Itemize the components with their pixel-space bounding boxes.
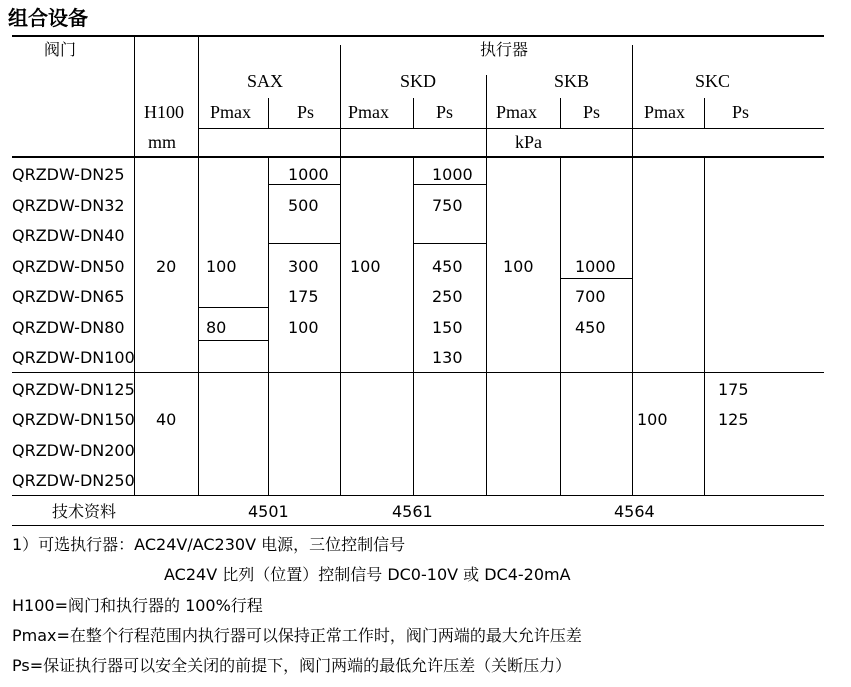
col-divider	[268, 157, 269, 495]
col-divider	[340, 45, 341, 495]
row-label: QRZDW-DN80	[12, 318, 125, 337]
sax-ps-box-line	[268, 243, 340, 244]
skb-pmax-value: 100	[503, 257, 534, 276]
actuator-header: 执行器	[480, 40, 529, 59]
kpa-unit: kPa	[515, 132, 542, 152]
skc-pmax-header: Pmax	[644, 102, 686, 122]
skd-ps-value: 150	[432, 318, 463, 337]
skc-ps-value: 125	[718, 410, 749, 429]
note-3: H100=阀门和执行器的 100%行程	[12, 596, 263, 615]
skb-pmax-header: Pmax	[496, 102, 538, 122]
row-label: QRZDW-DN25	[12, 165, 125, 184]
sax-ps-value: 500	[288, 196, 319, 215]
row-label: QRZDW-DN150	[12, 410, 135, 429]
col-divider	[704, 157, 705, 495]
h100-header: H100	[144, 102, 184, 122]
tech-sax: 4501	[248, 502, 289, 521]
tech-skb-skc: 4564	[614, 502, 655, 521]
col-divider	[413, 98, 414, 128]
table-bottom-border	[12, 525, 824, 526]
col-divider	[704, 98, 705, 128]
note-5: Ps=保证执行器可以安全关闭的前提下，阀门两端的最低允许压差（关断压力）	[12, 656, 572, 675]
row-label: QRZDW-DN200	[12, 441, 135, 460]
skd-ps-value: 750	[432, 196, 463, 215]
skd-ps-value: 450	[432, 257, 463, 276]
skd-ps-value: 130	[432, 348, 463, 367]
note-1: 1）可选执行器：AC24V/AC230V 电源，三位控制信号	[12, 535, 406, 554]
page-title: 组合设备	[8, 6, 88, 30]
tech-row-top	[12, 495, 824, 496]
h100-value: 20	[156, 257, 177, 276]
row-label: QRZDW-DN125	[12, 380, 135, 399]
sax-ps-value: 175	[288, 287, 319, 306]
sax-header: SAX	[247, 71, 284, 91]
unit-row-divider	[199, 128, 824, 129]
note-2: AC24V 比列（位置）控制信号 DC0-10V 或 DC4-20mA	[164, 565, 571, 584]
col-divider	[560, 157, 561, 495]
row-label: QRZDW-DN50	[12, 257, 125, 276]
sax-ps-value: 300	[288, 257, 319, 276]
skd-ps-value: 250	[432, 287, 463, 306]
skc-ps-value: 175	[718, 380, 749, 399]
tech-label: 技术资料	[52, 502, 117, 521]
skb-ps-header: Ps	[583, 102, 601, 122]
skb-ps-value: 450	[575, 318, 606, 337]
sax-pmax-value: 100	[206, 257, 237, 276]
skd-header: SKD	[400, 71, 437, 91]
skb-ps-box-line	[560, 278, 632, 279]
valve-header: 阀门	[44, 40, 77, 59]
sax-pmax-line	[199, 340, 268, 341]
row-label: QRZDW-DN100	[12, 348, 135, 367]
skc-header: SKC	[695, 71, 731, 91]
skc-ps-header: Ps	[732, 102, 750, 122]
tech-skd: 4561	[392, 502, 433, 521]
skc-pmax-value: 100	[637, 410, 668, 429]
col-divider	[560, 98, 561, 128]
col-divider	[198, 35, 199, 495]
sax-ps-header: Ps	[297, 102, 315, 122]
sax-ps-value: 100	[288, 318, 319, 337]
sax-pmax-value: 80	[206, 318, 227, 337]
skb-header: SKB	[554, 71, 590, 91]
sax-pmax-header: Pmax	[210, 102, 252, 122]
note-4: Pmax=在整个行程范围内执行器可以保持正常工作时，阀门两端的最大允许压差	[12, 626, 582, 645]
row-label: QRZDW-DN32	[12, 196, 125, 215]
skb-ps-value: 700	[575, 287, 606, 306]
skd-pmax-header: Pmax	[348, 102, 390, 122]
col-divider	[268, 98, 269, 128]
h100-value: 40	[156, 410, 177, 429]
sax-pmax-line	[199, 307, 268, 308]
h100-unit: mm	[148, 132, 177, 152]
row-label: QRZDW-DN40	[12, 226, 125, 245]
skd-ps-box-line	[413, 243, 486, 244]
col-divider	[413, 157, 414, 495]
row-label: QRZDW-DN65	[12, 287, 125, 306]
skb-ps-value: 1000	[575, 257, 616, 276]
col-divider	[486, 75, 487, 495]
row-label: QRZDW-DN250	[12, 471, 135, 490]
sax-ps-value: 1000	[288, 165, 329, 184]
skd-pmax-value: 100	[350, 257, 381, 276]
skd-ps-header: Ps	[436, 102, 454, 122]
col-divider	[632, 45, 633, 495]
skd-ps-value: 1000	[432, 165, 473, 184]
